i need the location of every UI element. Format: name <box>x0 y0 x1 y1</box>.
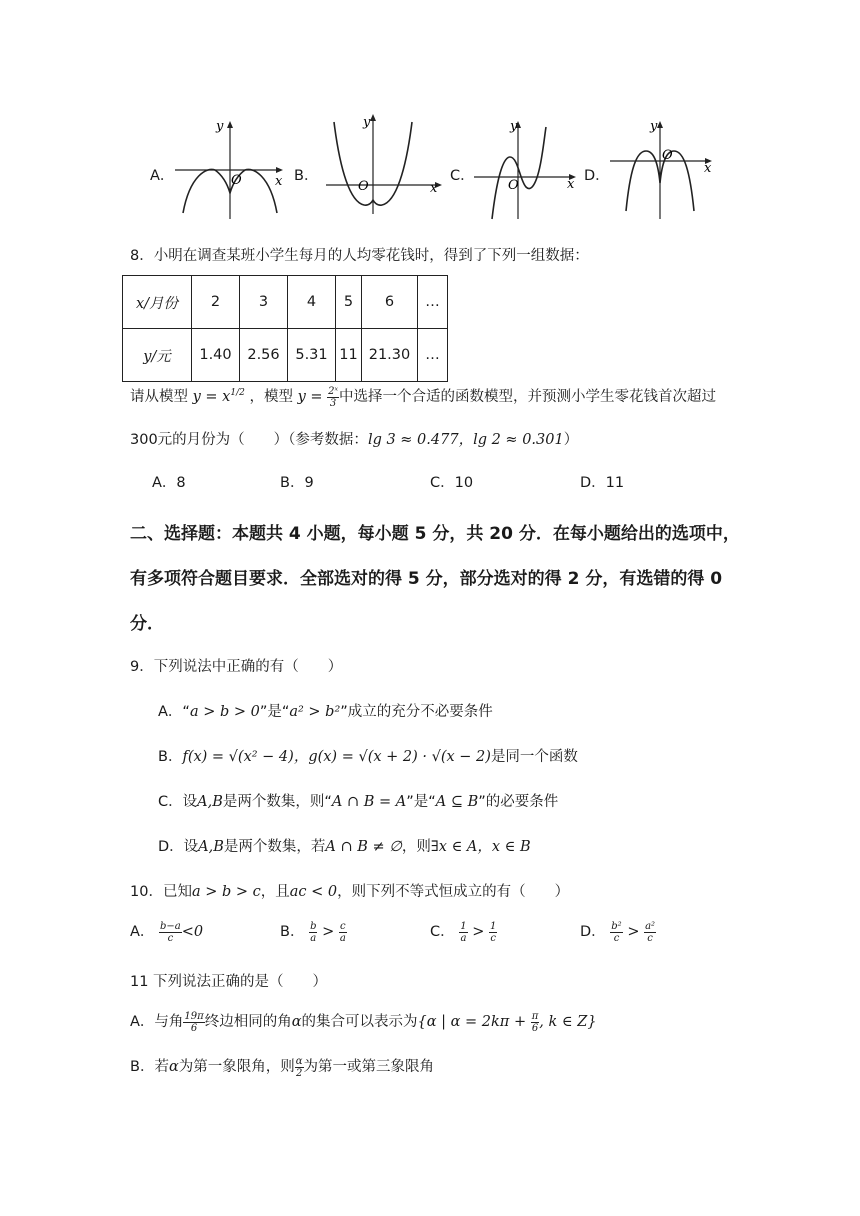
table-cell: 1.40 <box>192 329 240 382</box>
math: ac < 0 <box>289 884 338 900</box>
fraction-den: c <box>490 932 496 944</box>
model1-exponent: 1/2 <box>230 388 245 399</box>
section2-heading-line1: 二、选择题：本题共 4 小题，每小题 5 分，共 20 分．在每小题给出的选项中， <box>130 524 740 544</box>
q10-option-c[interactable] <box>430 920 497 944</box>
q11-stem: 11 下列说法正确的是（ ） <box>130 974 328 990</box>
fraction <box>339 921 347 944</box>
text: A． <box>130 924 155 940</box>
model1-math: y = x <box>192 389 231 405</box>
fraction-den: a <box>460 932 467 944</box>
model2-math: y = <box>297 389 323 405</box>
q9-stem: 9．下列说法中正确的有（ ） <box>130 659 343 675</box>
graph-d-origin: O <box>662 148 673 163</box>
text: C．设 <box>158 794 198 810</box>
table-row <box>123 276 448 329</box>
q10-option-d[interactable] <box>580 920 656 944</box>
model2-fraction <box>327 386 339 409</box>
graph-b-y-label: y <box>363 115 371 130</box>
fraction-den: c <box>647 932 653 944</box>
section2-heading-line2: 有多项符合题目要求．全部选对的得 5 分，部分选对的得 2 分，有选错的得 0 <box>130 569 723 589</box>
text: ，且 <box>260 884 290 900</box>
math: a > b > c <box>191 884 261 900</box>
text: B． <box>158 749 183 765</box>
text: 是两个数集，若 <box>223 839 326 855</box>
q10-option-a[interactable] <box>130 920 203 944</box>
graph-c-label: C． <box>450 168 475 184</box>
fraction-num: b−a <box>160 920 181 932</box>
text: ”成立的充分不必要条件 <box>340 704 493 720</box>
text: B．若 <box>130 1059 169 1075</box>
text: 为第一象限角，则 <box>178 1059 295 1075</box>
fraction-den: c <box>167 932 174 944</box>
graph-a-y-label: y <box>216 119 224 134</box>
math: A,B <box>197 794 223 810</box>
math: ∃x ∈ A，x ∈ B <box>430 839 531 855</box>
text: ”的必要条件 <box>478 794 559 810</box>
table-cell: 11 <box>336 329 362 382</box>
fraction-num: b² <box>611 920 622 932</box>
text: 是同一个函数 <box>490 749 578 765</box>
fraction <box>309 921 317 944</box>
table-cell: 6 <box>362 276 418 329</box>
fraction-den: 6 <box>190 1022 198 1034</box>
text: ，则 <box>401 839 431 855</box>
text: ） <box>563 432 579 448</box>
math: A ⊆ B <box>435 794 479 810</box>
graph-b-label: B． <box>294 168 319 184</box>
text: 请从模型 <box>130 389 188 405</box>
fraction-num: a² <box>645 920 656 932</box>
math: <0 <box>181 924 204 940</box>
fraction-num: 2ˣ <box>328 385 339 397</box>
table-cell: … <box>418 329 448 382</box>
fraction-num: π <box>531 1010 539 1022</box>
text: D． <box>580 924 606 940</box>
graph-b-x-label: x <box>430 181 438 196</box>
math: f(x) = √(x² − 4)，g(x) = √(x + 2) · √(x − 2) <box>182 749 491 765</box>
graph-a-label: A． <box>150 168 175 184</box>
math: A ∩ B ≠ ∅ <box>325 839 402 855</box>
fraction <box>610 921 622 944</box>
graph-b <box>326 110 446 215</box>
graph-a-origin: O <box>231 173 242 188</box>
text: 是两个数集，则“ <box>222 794 332 810</box>
text: 中选择一个合适的函数模型，并预测小学生零花钱首次超过 <box>339 389 717 405</box>
table-cell: 2 <box>192 276 240 329</box>
q8-option-d[interactable]: D．11 <box>580 475 625 491</box>
math: a² > b² <box>289 704 341 720</box>
graph-d-x-label: x <box>704 161 712 176</box>
fraction-num: α <box>295 1055 303 1067</box>
q8-option-b[interactable]: B．9 <box>280 475 314 491</box>
fraction-den: a <box>310 932 317 944</box>
q9-option-c[interactable] <box>158 790 558 811</box>
fraction-den: 6 <box>531 1022 539 1034</box>
q10-stem <box>130 880 569 901</box>
text: ”是“ <box>259 704 290 720</box>
math: {α | α = 2kπ + <box>417 1014 527 1030</box>
graph-a <box>175 115 290 220</box>
text: A．与角 <box>130 1014 184 1030</box>
q8-stem: 8．小明在调查某班小学生每月的人均零花钱时，得到了下列一组数据： <box>130 248 589 264</box>
math: > <box>322 924 335 940</box>
q9-option-d[interactable] <box>158 835 531 856</box>
q11-option-b[interactable] <box>130 1055 434 1079</box>
text: 10．已知 <box>130 884 192 900</box>
math: > <box>627 924 640 940</box>
fraction-den: c <box>613 932 620 944</box>
text: 终边相同的角 <box>204 1014 292 1030</box>
math: α <box>168 1059 179 1075</box>
table-cell: y/元 <box>123 329 192 382</box>
fraction <box>183 1011 204 1034</box>
text: B． <box>280 924 305 940</box>
math: A,B <box>198 839 224 855</box>
text: 的集合可以表示为 <box>301 1014 418 1030</box>
fraction-den: 2 <box>295 1067 303 1079</box>
math: a > b > 0 <box>189 704 260 720</box>
table-cell: 5 <box>336 276 362 329</box>
math: α <box>291 1014 302 1030</box>
fraction <box>295 1056 304 1079</box>
fraction <box>459 921 467 944</box>
fraction-num: 1 <box>489 920 497 932</box>
reference-data: lg 3 ≈ 0.477，lg 2 ≈ 0.301 <box>367 432 564 448</box>
graph-c-y-label: y <box>510 119 518 134</box>
text: C． <box>430 924 455 940</box>
fraction-den: 3 <box>329 397 337 409</box>
text: A．“ <box>158 704 190 720</box>
fraction-den: a <box>339 932 346 944</box>
text: 300元的月份为（ ）（参考数据： <box>130 432 368 448</box>
graph-c-x-label: x <box>567 177 575 192</box>
graph-b-origin: O <box>358 179 369 194</box>
math: , k ∈ Z} <box>539 1014 597 1030</box>
graph-d <box>608 115 723 220</box>
fraction <box>531 1011 540 1034</box>
graph-d-label: D． <box>584 168 610 184</box>
graph-c <box>474 115 584 220</box>
fraction <box>489 921 497 944</box>
text: ，模型 <box>249 389 293 405</box>
table-cell: 21.30 <box>362 329 418 382</box>
table-cell: x/月份 <box>123 276 192 329</box>
fraction-num: b <box>310 920 317 932</box>
fraction-num: 19π <box>184 1010 204 1022</box>
text: D．设 <box>158 839 199 855</box>
q10-option-b[interactable] <box>280 920 347 944</box>
section2-heading-line3: 分． <box>130 614 164 634</box>
q9-option-b[interactable] <box>158 745 578 766</box>
table-cell: 4 <box>288 276 336 329</box>
table-row <box>123 329 448 382</box>
math: > <box>472 924 485 940</box>
fraction-num: 1 <box>460 920 467 932</box>
q8-option-c[interactable]: C．10 <box>430 475 474 491</box>
q8-ref-line <box>130 428 578 449</box>
table-cell: … <box>418 276 448 329</box>
table-cell: 2.56 <box>240 329 288 382</box>
q8-data-table <box>122 275 448 382</box>
q11-option-a[interactable] <box>130 1010 597 1034</box>
q9-option-a[interactable] <box>158 700 493 721</box>
graph-d-y-label: y <box>650 119 658 134</box>
graph-a-x-label: x <box>275 174 283 189</box>
fraction <box>644 921 656 944</box>
q8-option-a[interactable]: A．8 <box>152 475 186 491</box>
text: ”是“ <box>406 794 436 810</box>
table-cell: 3 <box>240 276 288 329</box>
fraction <box>159 921 182 944</box>
text: ，则下列不等式恒成立的有（ ） <box>337 884 570 900</box>
table-cell: 5.31 <box>288 329 336 382</box>
text: 为第一或第三象限角 <box>303 1059 435 1075</box>
fraction-num: c <box>340 920 346 932</box>
math: A ∩ B = A <box>331 794 407 810</box>
q8-model-line <box>130 385 716 409</box>
graph-c-origin: O <box>508 178 519 193</box>
